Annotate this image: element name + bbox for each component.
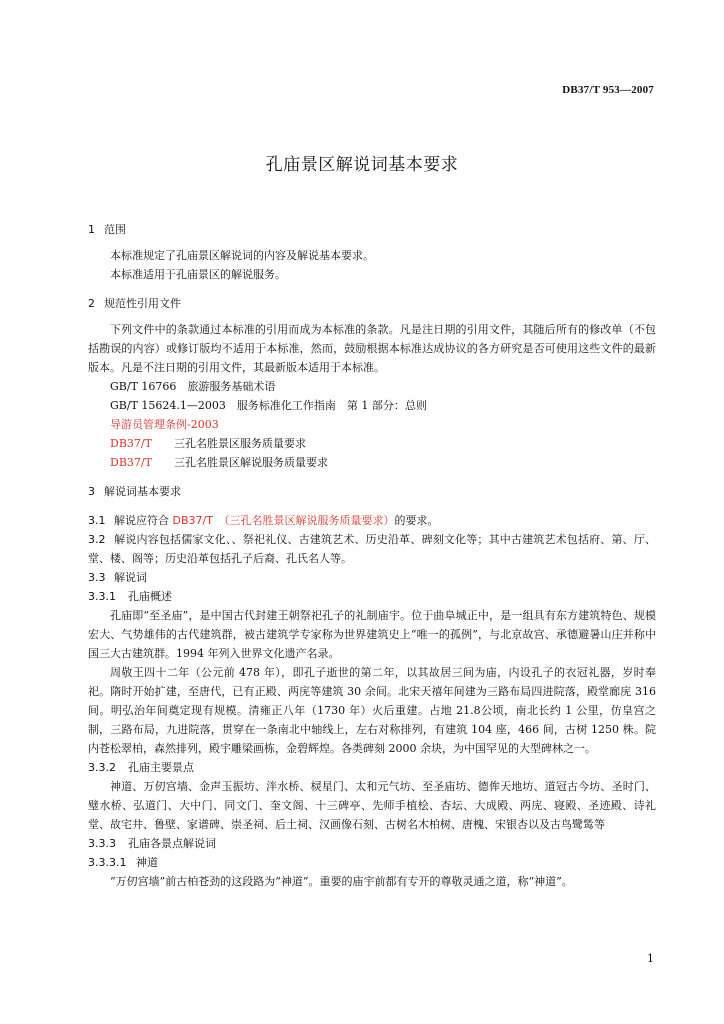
references-intro: 下列文件中的条款通过本标准的引用而成为本标准的条款。凡是注日期的引用文件，其随后所有的修改单（不包括勘误的内容）或修订版均不适用于本标准，然而，鼓励根据本标准达成协议的各方研究是否可使用这些文件的最新版本。凡是不注日期的引用文件，其最新版本适用于本标准。 (88, 323, 656, 374)
reference-title: 旅游服务基础术语 (187, 380, 276, 393)
clause-text: 解说内容包括儒家文化、、祭祀礼仪、古建筑艺术、历史沿革、碑刻文化等；其中古建筑艺术包括府、第、厅、堂、楼、阁等；历史沿革包括孔子后裔、孔氏名人等。 (88, 533, 656, 565)
reference-code: GB/T 15624.1—2003 (110, 399, 226, 412)
reference-code: 导游员管理条例-2003 (110, 418, 219, 431)
scope-paragraph-2: 本标准适用于孔庙景区的解说服务。 (110, 268, 286, 281)
reference-title: 三孔名胜景区服务质量要求 (173, 437, 306, 450)
clause-number: 3.3.3 (88, 837, 116, 850)
clause-number: 3.2 (88, 533, 106, 546)
reference-title: 三孔名胜景区解说服务质量要求 (173, 456, 328, 469)
section-2-heading (88, 294, 656, 313)
reference-item (88, 415, 656, 434)
page-number: 1 (647, 952, 654, 965)
clause-3-3-3-1-heading (88, 853, 656, 872)
clause-3-3-2-heading (88, 758, 656, 777)
section-title: 范围 (104, 223, 126, 236)
scenic-spots-list: 神道、万仞宫墙、金声玉振坊、泮水桥、棂星门、太和元气坊、至圣庙坊、德侔天地坊、道冠古今坊、圣时门、璧水桥、弘道门、大中门、同文门、奎文阁、十三碑亭、先师手植桧、杏坛、大成殿、两庑、寝殿、圣迹殿、诗礼堂、故宅井、鲁壁、家谱碑、崇圣祠、后土祠、汉画像石刻、古树名木柏树、唐槐、宋银杏以及古鸟鹭鸶等 (88, 780, 656, 831)
clause-number: 3.1 (88, 514, 106, 527)
reference-code: DB37/T (110, 456, 152, 469)
reference-title: 服务标准化工作指南 第 1 部分：总则 (236, 399, 427, 412)
clause-ref-title: （三孔名胜景区解说服务质量要求） (223, 514, 395, 527)
clause-title: 解说词 (114, 571, 147, 584)
clause-number: 3.3.3.1 (88, 856, 127, 869)
reference-item (88, 453, 656, 472)
clause-3-3-1-heading (88, 587, 656, 606)
section-number: 2 (88, 297, 95, 310)
section-3-heading (88, 482, 656, 501)
document-code: DB37/T 953—2007 (562, 84, 654, 96)
clause-ref-code: DB37/T (172, 514, 213, 527)
reference-code: DB37/T (110, 437, 152, 450)
clause-3-3-3-heading (88, 834, 656, 853)
clause-number: 3.3.1 (88, 590, 116, 603)
document-body (88, 220, 656, 891)
section-title: 解说词基本要求 (104, 485, 181, 498)
scope-paragraph-1: 本标准规定了孔庙景区解说词的内容及解说基本要求。 (110, 249, 374, 262)
document-title: 孔庙景区解说词基本要求 (265, 155, 459, 175)
clause-title: 孔庙主要景点 (128, 761, 194, 774)
clause-number: 3.3.2 (88, 761, 116, 774)
clause-text-end: 的要求。 (394, 514, 439, 527)
clause-title: 孔庙各景点解说词 (128, 837, 216, 850)
section-1-heading (88, 220, 656, 239)
section-number: 1 (88, 223, 95, 236)
clause-3-2 (88, 530, 656, 568)
reference-code: GB/T 16766 (110, 380, 177, 393)
overview-paragraph-2: 周敬王四十二年（公元前 478 年），即孔子逝世的第二年，以其故居三间为庙，内设孔子的衣冠礼器，岁时奉祀。隋时开始扩建，至唐代，已有正殿、两庑等建筑 30 余间。北宋天禧年间建为三路布局四进院落，殿堂廊庑 316 间。明弘治年间奠定现有规模。清雍正八年（1730 年）火后重建。占地 21.8公顷，南北长约 1 公里，仿皇宫之制，三路布局，九进院落，贯穿在一条南北中轴线上，左右对称排列，有建筑 104 座，466 间，古树 1250 株。院内苍松翠柏，森然排列，殿宇雕梁画栋，金碧辉煌。各类碑刻 2000 余块，为中国罕见的大型碑林之一。 (88, 666, 656, 755)
clause-3-1 (88, 511, 656, 530)
section-number: 3 (88, 485, 95, 498)
clause-title: 孔庙概述 (128, 590, 172, 603)
section-title: 规范性引用文件 (104, 297, 181, 310)
overview-paragraph-1: 孔庙即“至圣庙”，是中国古代封建王朝祭祀孔子的礼制庙宇。位于曲阜城正中，是一组具有东方建筑特色、规模宏大、气势雄伟的古代建筑群，被古建筑学专家称为世界建筑史上“唯一的孤例”，与北京故宫、承德避暑山庄并称中国三大古建筑群。1994 年列入世界文化遗产名录。 (88, 609, 656, 660)
clause-text: 解说应符合 (114, 514, 173, 527)
clause-number: 3.3 (88, 571, 106, 584)
clause-title: 神道 (136, 856, 158, 869)
reference-item (88, 396, 656, 415)
clause-3-3-heading (88, 568, 656, 587)
shendao-paragraph: “万仞宫墙”前古柏苍劲的这段路为“神道”。重要的庙宇前都有专开的尊敬灵通之道，称“神道”。 (110, 875, 573, 888)
reference-item (88, 434, 656, 453)
reference-item (88, 377, 656, 396)
